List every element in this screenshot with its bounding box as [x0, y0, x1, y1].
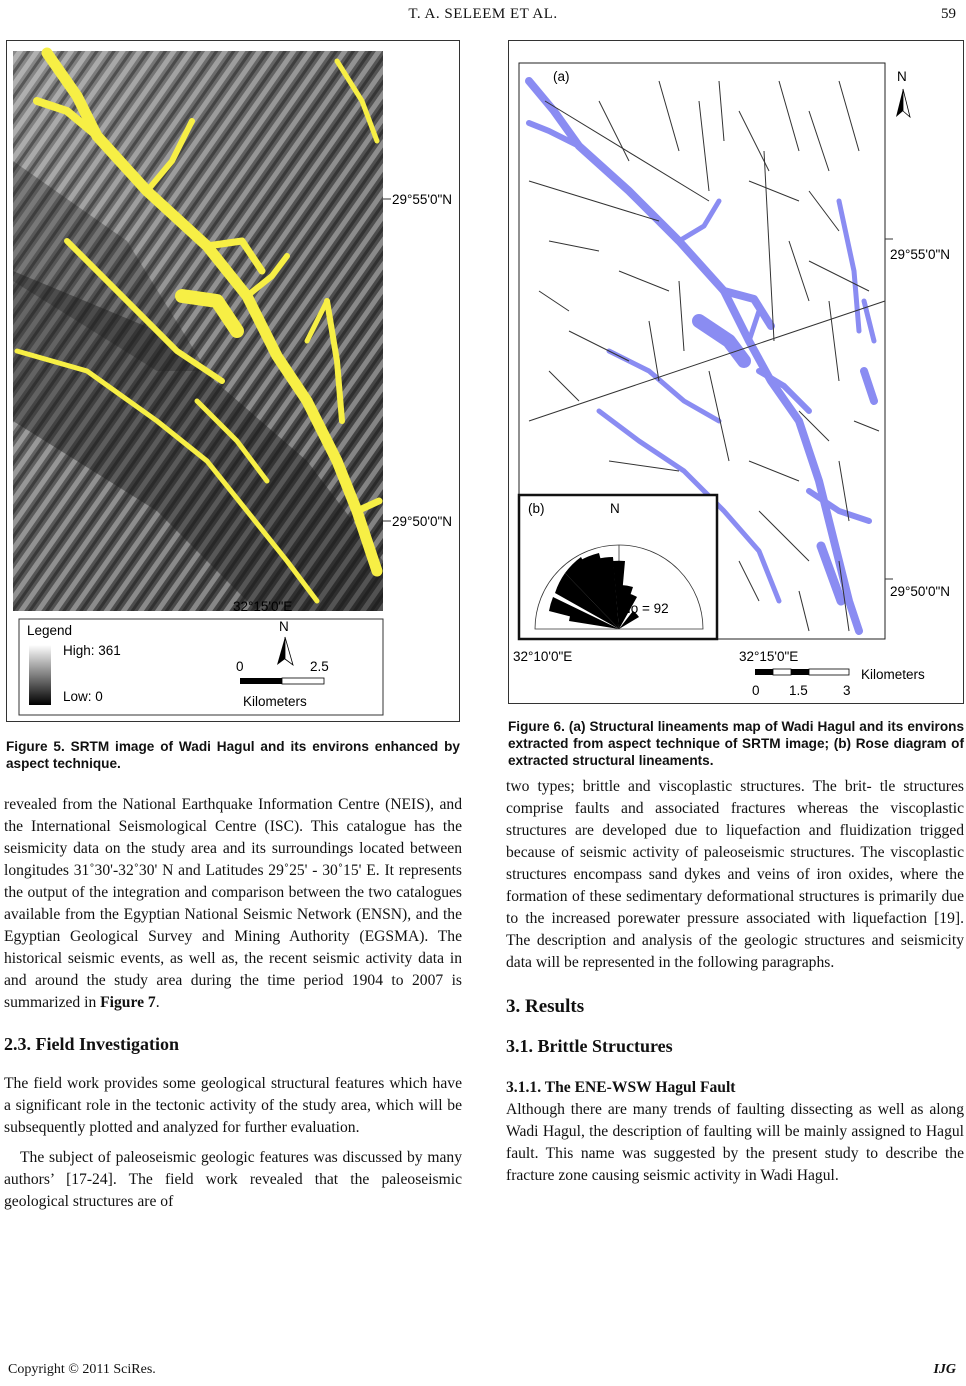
figure-5-map	[7, 41, 459, 721]
heading-results: 3. Results	[506, 996, 585, 1017]
fig6-panel-a-label: (a)	[553, 69, 570, 84]
heading-hagul-fault: 3.1.1. The ENE-WSW Hagul Fault	[506, 1079, 736, 1096]
fig5-scale-unit: Kilometers	[243, 694, 307, 709]
fig5-lat-label-2: 29°50'0"N	[392, 514, 453, 529]
fig5-lon-label: 32°15'0"E	[233, 599, 293, 614]
paragraph-structure-types: two types; brittle and viscoplastic structures. The brit- tle structures comprise faults and associated fractures whereas the viscoplastic structures are developed due to liquefaction and fluidization trigged because of seismic activity of paleoseismic structures. The viscoplastic structures encompass sand dykes and veins of iron oxides, where the formation of these sedimentary deformational structures is primarily due to the increased porewater pressure associated with liquefaction [19]. The description and analysis of the geologic structures and seismicity data will be represented in the following paragraphs.	[506, 778, 964, 971]
fig5-legend-high: High: 361	[63, 643, 121, 658]
fig6-panel-b-label: (b)	[528, 501, 545, 516]
fig6-scale-0: 0	[752, 683, 760, 698]
fig6-lon-label-2: 32°15'0"E	[739, 649, 799, 664]
paragraph-text: revealed from the National Earthquake Information Centre (NEIS), and the International Seismological Centre (ISC). This catalogue has the seismicity data on the study area and its surroundings located between longitudes 31˚30'-32˚30' N and Latitudes 29˚25' - 30˚15' E. It represents the output of the integration and comparison between the two catalogues available from the Egyptian National Seismic Network (ENSN), and the Egyptian Geological Survey and Mining Authority (EGSMA). The historical seismic events, as well as, the recent seismic activity data in and around the study area during the time period 1904 to 2007 is summarized in	[4, 796, 462, 1011]
running-title: T. A. SELEEM ET AL.	[408, 6, 558, 22]
figure-5-caption: Figure 5. SRTM image of Wadi Hagul and its environs enhanced by aspect technique.	[6, 739, 460, 771]
figure-6-map	[509, 41, 963, 703]
right-column	[506, 776, 964, 1187]
fig6-lat-label-1: 29°55'0"N	[890, 247, 951, 262]
figure-6-caption: Figure 6. (a) Structural lineaments map of Wadi Hagul and its environs extracted from aspect technique of SRTM image; (b) Rose diagram of extracted structural lineaments.	[508, 719, 964, 768]
fig5-legend-title: Legend	[27, 623, 73, 638]
figure-7-ref[interactable]: Figure 7	[100, 994, 156, 1011]
fig6-scale-max: 3	[843, 683, 851, 698]
figure-6	[508, 40, 964, 704]
fig5-legend-ramp	[29, 645, 51, 705]
fig6-lon-label-1: 32°10'0"E	[513, 649, 573, 664]
paragraph-seismic-catalogue	[4, 794, 462, 1014]
fig6-north-arrow-icon	[896, 89, 910, 117]
heading-field-investigation: 2.3. Field Investigation	[4, 1034, 180, 1054]
heading-brittle-structures: 3.1. Brittle Structures	[506, 1036, 673, 1056]
paragraph-field-work: The field work provides some geological structural features which have a significant role in the tectonic activity of the study area, which will be subsequently plotted and analyzed for further evaluation.	[4, 1075, 462, 1136]
fig5-scale-bar	[240, 678, 324, 684]
fig5-north-label: N	[279, 619, 289, 634]
footer-journal: IJG	[933, 1362, 956, 1377]
fig6-north-label: N	[897, 69, 907, 84]
paragraph-end: .	[155, 994, 160, 1011]
footer-copyright: Copyright © 2011 SciRes.	[8, 1362, 156, 1377]
left-column	[4, 794, 462, 1213]
rose-north-label: N	[610, 501, 620, 516]
rose-count-label: No = 92	[621, 601, 669, 616]
fig6-scale-bar	[755, 669, 849, 675]
paragraph-paleoseismic: The subject of paleoseismic geologic features was discussed by many authors’ [17-24]. The field work revealed that the paleoseismic geological structures are of	[4, 1149, 462, 1210]
fig5-legend-low: Low: 0	[63, 689, 103, 704]
figure-5	[6, 40, 460, 722]
fig6-lat-label-2: 29°50'0"N	[890, 584, 951, 599]
page-number: 59	[941, 6, 956, 22]
fig5-scale-0: 0	[236, 659, 244, 674]
fig5-scale-max: 2.5	[310, 659, 329, 674]
fig6-scale-mid: 1.5	[789, 683, 808, 698]
paragraph-hagul-fault: Although there are many trends of faulting dissecting as well as along Wadi Hagul, the description of faulting will be mainly assigned to Hagul fault. This name was suggested by the present study to describe the fracture zone causing seismic activity in Wadi Hagul.	[506, 1101, 964, 1184]
fig6-scale-unit: Kilometers	[861, 667, 925, 682]
fig5-lat-label-1: 29°55'0"N	[392, 192, 453, 207]
